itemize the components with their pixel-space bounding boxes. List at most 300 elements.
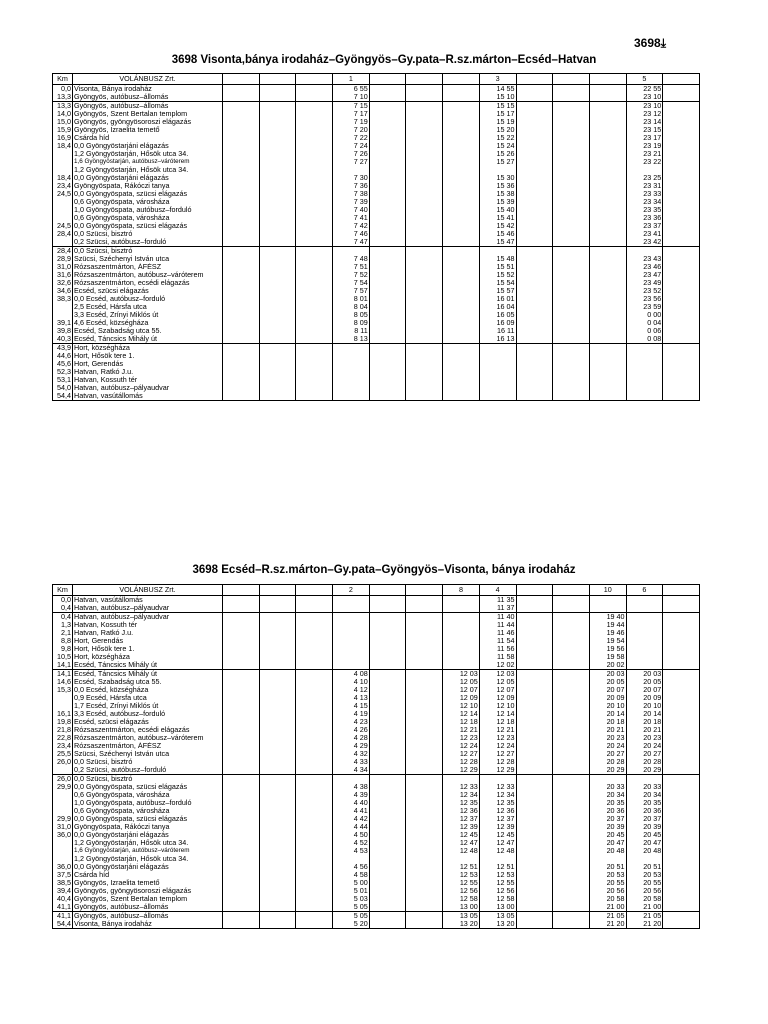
station-cell: 0,6 Gyöngyöspata, városháza xyxy=(73,807,223,815)
time-cell xyxy=(553,613,590,622)
time-cell xyxy=(553,694,590,702)
time-cell xyxy=(443,360,480,368)
time-cell xyxy=(259,750,296,758)
time-cell xyxy=(259,142,296,150)
time-cell: 20 05 xyxy=(589,678,626,686)
time-cell: 16 11 xyxy=(479,327,516,335)
time-cell xyxy=(259,295,296,303)
time-cell: 20 39 xyxy=(589,823,626,831)
time-cell xyxy=(663,807,700,815)
station-cell: Gyöngyös, autóbusz–állomás xyxy=(73,93,223,102)
time-cell xyxy=(553,783,590,791)
time-cell xyxy=(369,110,406,118)
time-cell: 4 33 xyxy=(333,758,370,766)
timetable2-title: 3698 Ecséd–R.sz.márton–Gy.pata–Gyöngyös–Visonta, bánya irodaház xyxy=(192,564,576,576)
table-row xyxy=(53,198,700,206)
time-cell: 12 58 xyxy=(443,895,480,903)
time-cell xyxy=(553,799,590,807)
time-cell xyxy=(516,775,553,784)
time-cell: 4 19 xyxy=(333,710,370,718)
time-cell xyxy=(553,775,590,784)
time-cell xyxy=(369,718,406,726)
time-cell xyxy=(553,678,590,686)
km-cell: 31,0 xyxy=(53,823,73,831)
km-cell xyxy=(53,791,73,799)
station-cell: Hatvan, vasútállomás xyxy=(73,596,223,605)
time-cell: 4 39 xyxy=(333,791,370,799)
time-cell xyxy=(516,93,553,102)
time-cell xyxy=(663,190,700,198)
time-cell xyxy=(553,887,590,895)
time-cell xyxy=(333,661,370,670)
time-cell xyxy=(553,912,590,921)
time-cell xyxy=(259,912,296,921)
station-cell: Szücsi, Széchenyi István utca xyxy=(73,255,223,263)
time-cell: 15 39 xyxy=(479,198,516,206)
table-row xyxy=(53,807,700,815)
time-cell: 19 40 xyxy=(589,613,626,622)
time-cell xyxy=(443,263,480,271)
time-cell xyxy=(663,303,700,311)
station-cell: Rózsaszentmárton, ÁFÉSZ xyxy=(73,742,223,750)
time-cell xyxy=(369,879,406,887)
time-cell xyxy=(223,360,260,368)
time-cell xyxy=(553,279,590,287)
time-cell: 15 54 xyxy=(479,279,516,287)
table-row xyxy=(53,319,700,327)
time-cell xyxy=(296,702,333,710)
time-cell xyxy=(516,376,553,384)
time-cell xyxy=(553,384,590,392)
time-cell xyxy=(296,661,333,670)
time-cell: 15 22 xyxy=(479,134,516,142)
time-cell: 11 56 xyxy=(479,645,516,653)
time-cell xyxy=(296,726,333,734)
time-cell: 20 10 xyxy=(626,702,663,710)
time-cell xyxy=(553,686,590,694)
time-cell xyxy=(223,134,260,142)
time-cell xyxy=(333,645,370,653)
time-cell xyxy=(589,206,626,214)
time-cell xyxy=(369,920,406,929)
time-cell xyxy=(296,895,333,903)
time-cell xyxy=(516,758,553,766)
time-cell: 21 05 xyxy=(626,912,663,921)
t2-train-header-9 xyxy=(553,585,590,596)
time-cell xyxy=(406,263,443,271)
km-cell: 24,5 xyxy=(53,222,73,230)
station-cell: Gyöngyös, gyöngyösoroszi elágazás xyxy=(73,118,223,126)
km-cell: 44,6 xyxy=(53,352,73,360)
time-cell xyxy=(443,303,480,311)
time-cell xyxy=(223,686,260,694)
time-cell xyxy=(296,190,333,198)
time-cell xyxy=(663,734,700,742)
station-cell: Gyöngyöspata, Rákóczi tanya xyxy=(73,182,223,190)
time-cell xyxy=(333,604,370,613)
time-cell xyxy=(516,710,553,718)
time-cell: 11 40 xyxy=(479,613,516,622)
time-cell: 5 00 xyxy=(333,879,370,887)
time-cell xyxy=(553,255,590,263)
time-cell xyxy=(516,352,553,360)
table-row xyxy=(53,126,700,134)
time-cell xyxy=(333,596,370,605)
time-cell xyxy=(369,887,406,895)
time-cell xyxy=(589,247,626,256)
time-cell xyxy=(663,247,700,256)
table-row xyxy=(53,621,700,629)
t1-operator-header: VOLÁNBUSZ Zrt. xyxy=(73,74,223,85)
table-row xyxy=(53,855,700,863)
table-row xyxy=(53,847,700,855)
time-cell xyxy=(259,839,296,847)
time-cell: 15 51 xyxy=(479,263,516,271)
station-cell: Hatvan, autóbusz–pályaudvar xyxy=(73,604,223,613)
time-cell xyxy=(259,783,296,791)
time-cell: 20 48 xyxy=(589,847,626,855)
time-cell xyxy=(516,303,553,311)
time-cell xyxy=(406,912,443,921)
time-cell: 7 20 xyxy=(333,126,370,134)
time-cell xyxy=(223,637,260,645)
time-cell xyxy=(296,766,333,775)
time-cell xyxy=(553,621,590,629)
table-row xyxy=(53,327,700,335)
time-cell: 20 37 xyxy=(626,815,663,823)
time-cell xyxy=(443,629,480,637)
time-cell xyxy=(553,368,590,376)
table-row xyxy=(53,352,700,360)
time-cell xyxy=(443,279,480,287)
station-cell: Ecséd, Táncsics Mihály út xyxy=(73,335,223,344)
time-cell xyxy=(296,613,333,622)
station-cell: Hatvan, Ratkó J.u. xyxy=(73,368,223,376)
time-cell xyxy=(663,887,700,895)
time-cell xyxy=(589,596,626,605)
time-cell: 12 58 xyxy=(479,895,516,903)
time-cell xyxy=(406,766,443,775)
time-cell xyxy=(406,645,443,653)
table-row xyxy=(53,815,700,823)
time-cell xyxy=(406,85,443,94)
time-cell: 20 27 xyxy=(589,750,626,758)
time-cell xyxy=(443,855,480,863)
station-cell: Gyöngyös, Szent Bertalan templom xyxy=(73,110,223,118)
time-cell xyxy=(663,142,700,150)
time-cell xyxy=(516,887,553,895)
time-cell: 21 00 xyxy=(626,903,663,912)
table-row xyxy=(53,799,700,807)
time-cell xyxy=(369,142,406,150)
time-cell: 12 05 xyxy=(443,678,480,686)
time-cell xyxy=(589,190,626,198)
time-cell: 12 27 xyxy=(479,750,516,758)
station-cell: Ecséd, szücsi elágazás xyxy=(73,287,223,295)
station-cell: Gyöngyös, autóbusz–állomás xyxy=(73,903,223,912)
time-cell xyxy=(516,920,553,929)
time-cell xyxy=(259,368,296,376)
time-cell xyxy=(223,295,260,303)
time-cell xyxy=(589,118,626,126)
time-cell xyxy=(406,775,443,784)
time-cell xyxy=(626,637,663,645)
time-cell xyxy=(626,613,663,622)
km-cell: 8,8 xyxy=(53,637,73,645)
time-cell xyxy=(296,384,333,392)
time-cell xyxy=(259,352,296,360)
table-row xyxy=(53,823,700,831)
station-cell: Hatvan, Kossuth tér xyxy=(73,376,223,384)
time-cell: 15 46 xyxy=(479,230,516,238)
time-cell xyxy=(443,775,480,784)
time-cell xyxy=(259,327,296,335)
time-cell xyxy=(259,887,296,895)
time-cell: 15 27 xyxy=(479,158,516,166)
station-cell: 0,0 Szücsi, bisztró xyxy=(73,775,223,784)
time-cell xyxy=(516,287,553,295)
time-cell xyxy=(663,287,700,295)
time-cell: 11 46 xyxy=(479,629,516,637)
time-cell xyxy=(589,255,626,263)
station-cell: Gyöngyös, autóbusz–állomás xyxy=(73,912,223,921)
km-cell: 0,0 xyxy=(53,596,73,605)
time-cell xyxy=(406,335,443,344)
time-cell xyxy=(369,903,406,912)
time-cell xyxy=(516,645,553,653)
time-cell xyxy=(223,613,260,622)
time-cell xyxy=(369,271,406,279)
time-cell xyxy=(259,702,296,710)
t2-train-header-10: 10 xyxy=(589,585,626,596)
table-row xyxy=(53,150,700,158)
station-cell: Hort, községháza xyxy=(73,344,223,353)
time-cell xyxy=(259,102,296,111)
time-cell xyxy=(443,85,480,94)
time-cell xyxy=(406,831,443,839)
km-cell: 54,0 xyxy=(53,384,73,392)
time-cell xyxy=(553,604,590,613)
km-cell xyxy=(53,206,73,214)
time-cell xyxy=(259,895,296,903)
time-cell: 12 07 xyxy=(443,686,480,694)
time-cell xyxy=(406,879,443,887)
table-row xyxy=(53,247,700,256)
time-cell xyxy=(589,360,626,368)
t1-train-header-12 xyxy=(663,74,700,85)
time-cell xyxy=(369,750,406,758)
time-cell xyxy=(223,775,260,784)
time-cell xyxy=(553,222,590,230)
time-cell xyxy=(369,839,406,847)
time-cell xyxy=(406,384,443,392)
time-cell: 15 24 xyxy=(479,142,516,150)
time-cell xyxy=(369,352,406,360)
time-cell xyxy=(223,311,260,319)
time-cell xyxy=(663,295,700,303)
time-cell xyxy=(663,327,700,335)
time-cell: 11 54 xyxy=(479,637,516,645)
table-row xyxy=(53,863,700,871)
time-cell xyxy=(406,653,443,661)
time-cell xyxy=(296,653,333,661)
time-cell xyxy=(369,206,406,214)
station-cell: Hatvan, Kossuth tér xyxy=(73,621,223,629)
time-cell xyxy=(553,303,590,311)
time-cell: 7 30 xyxy=(333,174,370,182)
time-cell xyxy=(626,596,663,605)
time-cell xyxy=(516,839,553,847)
time-cell xyxy=(369,815,406,823)
time-cell xyxy=(296,629,333,637)
time-cell xyxy=(223,678,260,686)
time-cell xyxy=(369,263,406,271)
time-cell xyxy=(223,903,260,912)
time-cell xyxy=(553,920,590,929)
time-cell xyxy=(223,831,260,839)
time-cell xyxy=(516,255,553,263)
time-cell xyxy=(443,287,480,295)
time-cell xyxy=(223,604,260,613)
time-cell xyxy=(369,613,406,622)
time-cell: 23 19 xyxy=(626,142,663,150)
time-cell: 20 58 xyxy=(589,895,626,903)
time-cell xyxy=(296,621,333,629)
time-cell xyxy=(296,247,333,256)
time-cell xyxy=(479,247,516,256)
time-cell xyxy=(589,271,626,279)
time-cell xyxy=(369,863,406,871)
time-cell xyxy=(443,604,480,613)
time-cell: 12 51 xyxy=(443,863,480,871)
time-cell xyxy=(259,670,296,679)
time-cell: 0 06 xyxy=(626,327,663,335)
time-cell xyxy=(296,238,333,247)
time-cell: 23 10 xyxy=(626,93,663,102)
time-cell xyxy=(663,352,700,360)
time-cell xyxy=(259,247,296,256)
time-cell xyxy=(296,783,333,791)
time-cell xyxy=(259,158,296,166)
time-cell xyxy=(369,604,406,613)
time-cell xyxy=(223,750,260,758)
time-cell xyxy=(626,247,663,256)
time-cell xyxy=(223,871,260,879)
time-cell xyxy=(223,271,260,279)
time-cell xyxy=(223,621,260,629)
table-row xyxy=(53,758,700,766)
km-cell: 26,0 xyxy=(53,758,73,766)
time-cell xyxy=(553,726,590,734)
time-cell xyxy=(369,93,406,102)
station-cell: Rózsaszentmárton, autóbusz–váróterem xyxy=(73,734,223,742)
time-cell xyxy=(259,686,296,694)
station-cell: 0,0 Gyöngyöspata, szücsi elágazás xyxy=(73,190,223,198)
time-cell xyxy=(296,686,333,694)
time-cell: 21 20 xyxy=(626,920,663,929)
time-cell xyxy=(223,653,260,661)
time-cell xyxy=(369,678,406,686)
time-cell: 23 37 xyxy=(626,222,663,230)
time-cell: 21 05 xyxy=(589,912,626,921)
time-cell: 20 45 xyxy=(589,831,626,839)
time-cell xyxy=(259,766,296,775)
km-cell: 15,0 xyxy=(53,118,73,126)
table-row xyxy=(53,287,700,295)
time-cell xyxy=(406,118,443,126)
time-cell xyxy=(259,319,296,327)
time-cell xyxy=(553,287,590,295)
time-cell xyxy=(369,335,406,344)
time-cell xyxy=(553,142,590,150)
time-cell xyxy=(589,384,626,392)
time-cell xyxy=(443,247,480,256)
time-cell xyxy=(553,150,590,158)
time-cell xyxy=(553,247,590,256)
km-cell: 32,6 xyxy=(53,279,73,287)
time-cell xyxy=(296,360,333,368)
time-cell xyxy=(663,678,700,686)
time-cell xyxy=(516,263,553,271)
time-cell xyxy=(443,142,480,150)
time-cell xyxy=(663,230,700,238)
time-cell: 23 33 xyxy=(626,190,663,198)
time-cell xyxy=(296,255,333,263)
time-cell xyxy=(223,791,260,799)
table-row xyxy=(53,710,700,718)
time-cell xyxy=(553,815,590,823)
time-cell xyxy=(296,775,333,784)
time-cell xyxy=(443,327,480,335)
time-cell: 16 09 xyxy=(479,319,516,327)
time-cell xyxy=(589,174,626,182)
table-row xyxy=(53,158,700,166)
time-cell xyxy=(259,734,296,742)
time-cell xyxy=(406,102,443,111)
time-cell xyxy=(553,118,590,126)
time-cell xyxy=(516,206,553,214)
time-cell xyxy=(553,190,590,198)
time-cell: 20 33 xyxy=(626,783,663,791)
time-cell xyxy=(406,198,443,206)
time-cell xyxy=(406,895,443,903)
time-cell: 4 29 xyxy=(333,742,370,750)
time-cell xyxy=(406,596,443,605)
time-cell: 7 38 xyxy=(333,190,370,198)
time-cell xyxy=(589,198,626,206)
time-cell xyxy=(369,303,406,311)
station-cell: Visonta, Bánya irodaház xyxy=(73,920,223,929)
time-cell xyxy=(553,710,590,718)
time-cell xyxy=(406,327,443,335)
time-cell xyxy=(369,360,406,368)
time-cell: 4 32 xyxy=(333,750,370,758)
km-cell xyxy=(53,150,73,158)
time-cell: 8 01 xyxy=(333,295,370,303)
time-cell xyxy=(369,766,406,775)
time-cell: 23 41 xyxy=(626,230,663,238)
time-cell: 20 29 xyxy=(589,766,626,775)
table-row xyxy=(53,766,700,775)
time-cell: 12 23 xyxy=(443,734,480,742)
time-cell: 12 34 xyxy=(479,791,516,799)
station-cell: Ecséd, Táncsics Mihály út xyxy=(73,670,223,679)
time-cell: 7 24 xyxy=(333,142,370,150)
time-cell xyxy=(406,319,443,327)
station-cell: Csárda híd xyxy=(73,134,223,142)
time-cell: 20 24 xyxy=(589,742,626,750)
time-cell xyxy=(663,815,700,823)
